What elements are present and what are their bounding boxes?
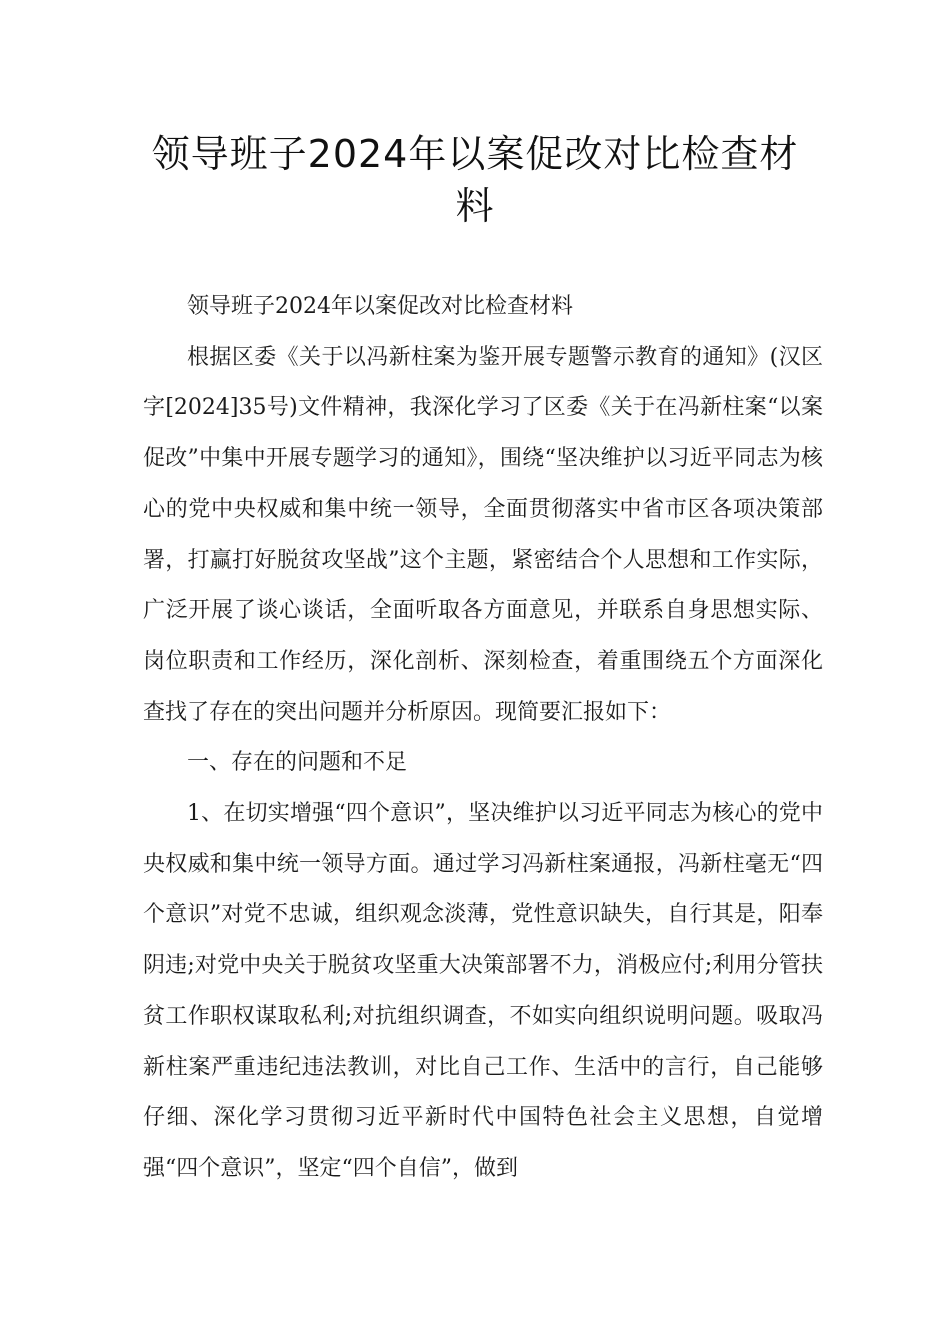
paragraph-heading-repeat: 领导班子2024年以案促改对比检查材料	[187, 294, 573, 319]
section-heading-problems: 一、存在的问题和不足	[187, 750, 408, 776]
paragraph-introduction: 根据区委《关于以冯新柱案为鉴开展专题警示教育的通知》(汉区字[2024]35号)文件精神，我深化学习了区委《关于在冯新柱案“以案促改”中集中开展专题学习的通知》，围绕“坚决维护以习近平同志为核心的党中央权威和集中统一领导，全面贯彻落实中省市区各项决策部署，打赢打好脱贫攻坚战”这个主题，紧密结合个人思想和工作实际，广泛开展了谈心谈话，全面听取各方面意见，并联系自身思想实际、岗位职责和工作经历，深化剖析、深刻检查，着重围绕五个方面深化查找了存在的突出问题并分析原因。现简要汇报如下：	[143, 344, 823, 725]
document-body	[143, 282, 823, 1195]
document-title: 领导班子2024年以案促改对比检查材料	[151, 132, 799, 228]
paragraph-item-1: 1、在切实增强“四个意识”，坚决维护以习近平同志为核心的党中央权威和集中统一领导方面。通过学习冯新柱案通报，冯新柱毫无“四个意识”对党不忠诚，组织观念淡薄，党性意识缺失，自行其是，阳奉阴违;对党中央关于脱贫攻坚重大决策部署不力，消极应付;利用分管扶贫工作职权谋取私利;对抗组织调查，不如实向组织说明问题。吸取冯新柱案严重违纪违法教训，对比自己工作、生活中的言行，自己能够仔细、深化学习贯彻习近平新时代中国特色社会主义思想，自觉增强“四个意识”，坚定“四个自信”，做到	[143, 801, 823, 1181]
